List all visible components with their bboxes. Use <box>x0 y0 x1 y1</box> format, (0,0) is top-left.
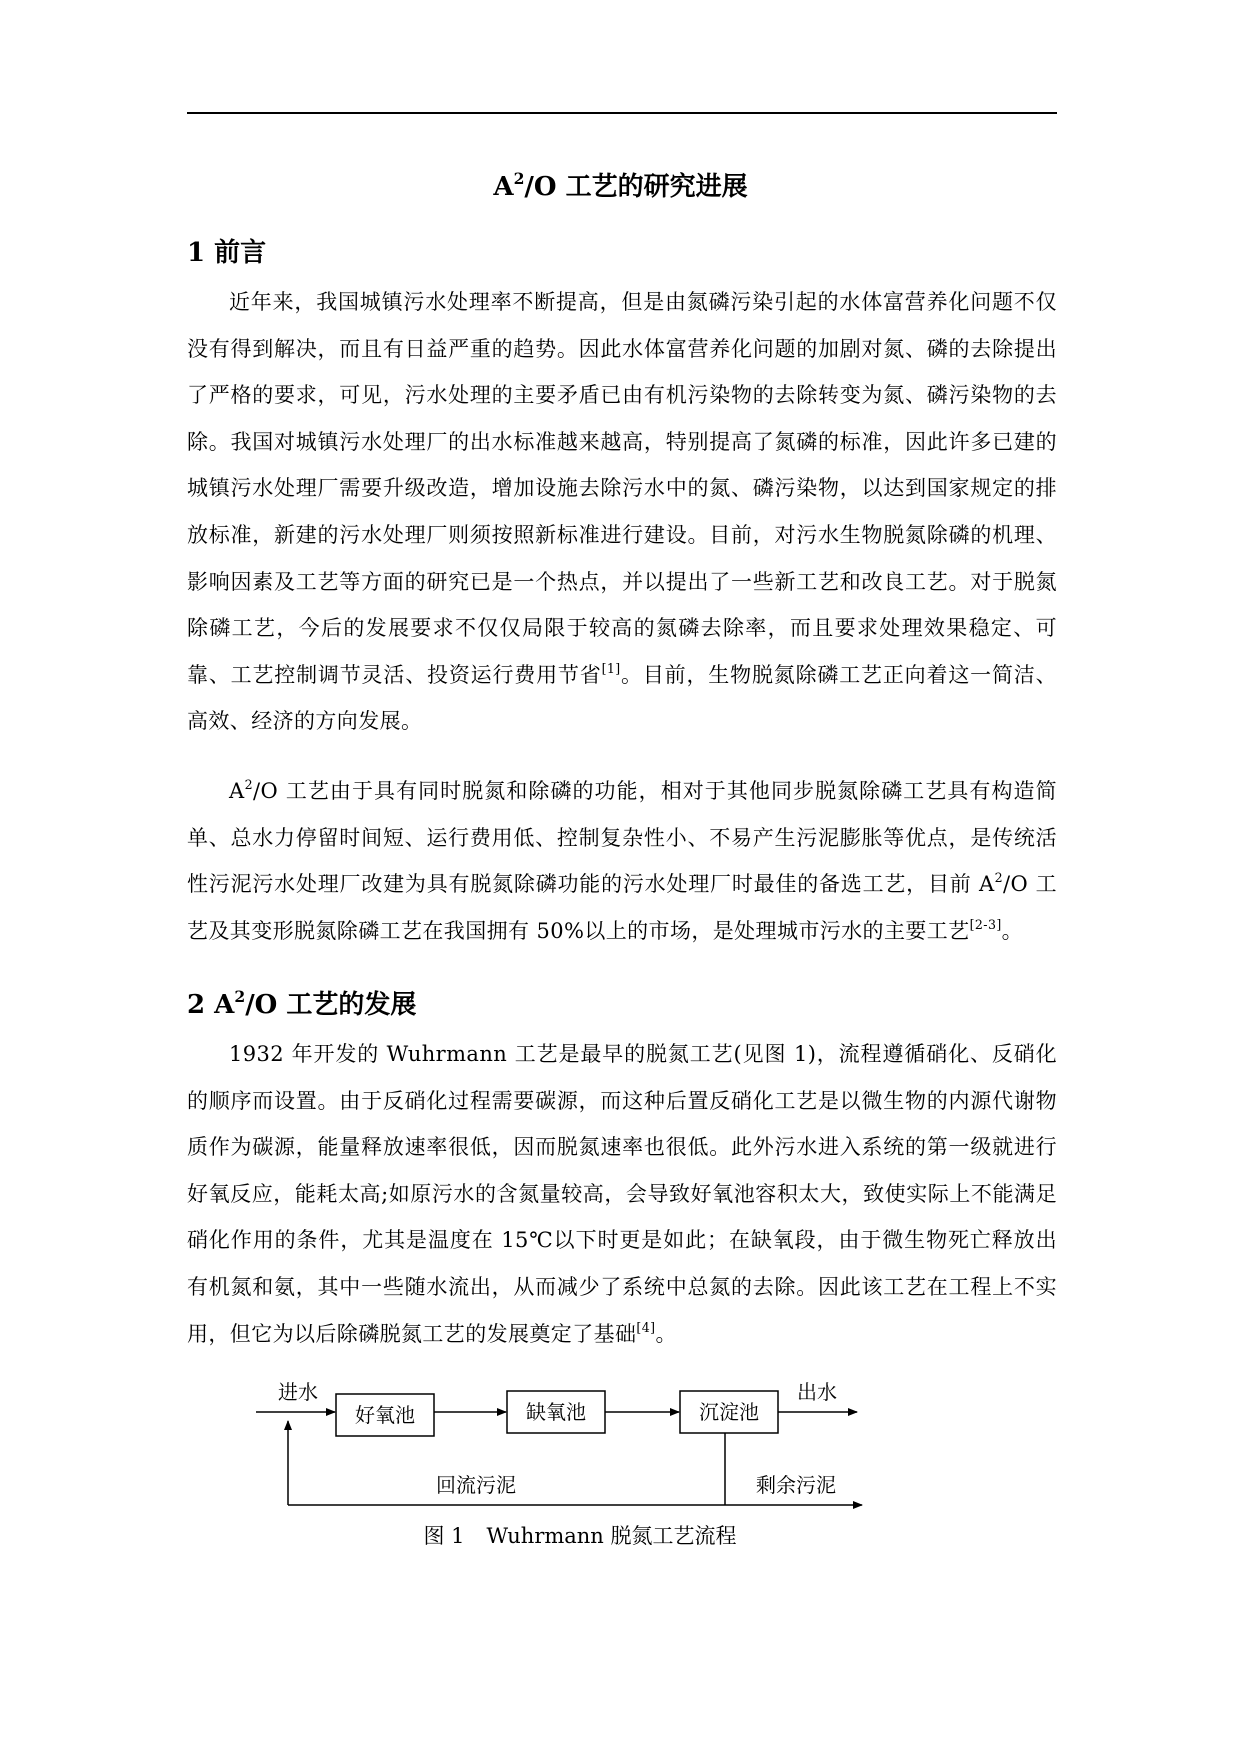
header-rule <box>187 112 1057 114</box>
paragraph-a2o: $A^2/O$ 工艺由于具有同时脱氮和除磷的功能，相对于其他同步脱氮除磷工艺具有构造简单、总水力停留时间短、运行费用低、控制复杂性小、不易产生污泥膨胀等优点，是传统活性污泥污水处理厂改建为具有脱氮除磷功能的污水处理厂时最佳的备选工艺，目前 $A^2/O$ 工艺及其变形脱氮除磷工艺在我国拥有 50%以上的市场，是处理城市污水的主要工艺[2-3]。 <box>187 777 1057 943</box>
anoxic-tank-label: 缺氧池 <box>526 1400 586 1424</box>
paragraph-wuhrmann: 1932 年开发的 Wuhrmann 工艺是最早的脱氮工艺(见图 1)，流程遵循硝化、反硝化的顺序而设置。由于反硝化过程需要碳源，而这种后置反硝化工艺是以微生物的内源代谢物质作为碳源，能量释放速率很低，因而脱氮速率也很低。此外污水进入系统的第一级就进行好氧反应，能耗太高;如原污水的含氮量较高，会导致好氧池容积太大，致使实际上不能满足硝化作用的条件，尤其是温度在 15℃以下时更是如此；在缺氧段，由于微生物死亡释放出有机氮和氨，其中一些随水流出，从而减少了系统中总氮的去除。因此该工艺在工程上不实用，但它为以后除磷脱氮工艺的发展奠定了基础[4]。 <box>187 1042 1057 1346</box>
section-heading-2: 2 $A^2/O$ 工艺的发展 <box>187 987 417 1020</box>
return-sludge-label: 回流污泥 <box>436 1473 516 1497</box>
section-heading-1: 1 前言 <box>187 238 267 268</box>
wuhrmann-process-diagram <box>240 1372 880 1532</box>
inflow-label: 进水 <box>278 1380 318 1404</box>
outflow-label: 出水 <box>797 1380 837 1404</box>
document-title: $A^2/O$ 工艺的研究进展 <box>493 169 748 202</box>
excess-sludge-label: 剩余污泥 <box>756 1473 836 1497</box>
settling-tank-label: 沉淀池 <box>699 1400 759 1424</box>
paragraph-intro: 近年来，我国城镇污水处理率不断提高，但是由氮磷污染引起的水体富营养化问题不仅没有得到解决，而且有日益严重的趋势。因此水体富营养化问题的加剧对氮、磷的去除提出了严格的要求，可见，污水处理的主要矛盾已由有机污染物的去除转变为氮、磷污染物的去除。我国对城镇污水处理厂的出水标准越来越高，特别提高了氮磷的标准，因此许多已建的城镇污水处理厂需要升级改造，增加设施去除污水中的氮、磷污染物，以达到国家规定的排放标准，新建的污水处理厂则须按照新标准进行建设。目前，对污水生物脱氮除磷的机理、影响因素及工艺等方面的研究已是一个热点，并以提出了一些新工艺和改良工艺。对于脱氮除磷工艺，今后的发展要求不仅仅局限于较高的氮磷去除率，而且要求处理效果稳定、可靠、工艺控制调节灵活、投资运行费用节省[1]。目前，生物脱氮除磷工艺正向着这一简洁、高效、经济的方向发展。 <box>187 290 1057 734</box>
aerobic-tank-label: 好氧池 <box>355 1403 415 1427</box>
figure-caption: 图 1 Wuhrmann 脱氮工艺流程 <box>423 1524 737 1548</box>
